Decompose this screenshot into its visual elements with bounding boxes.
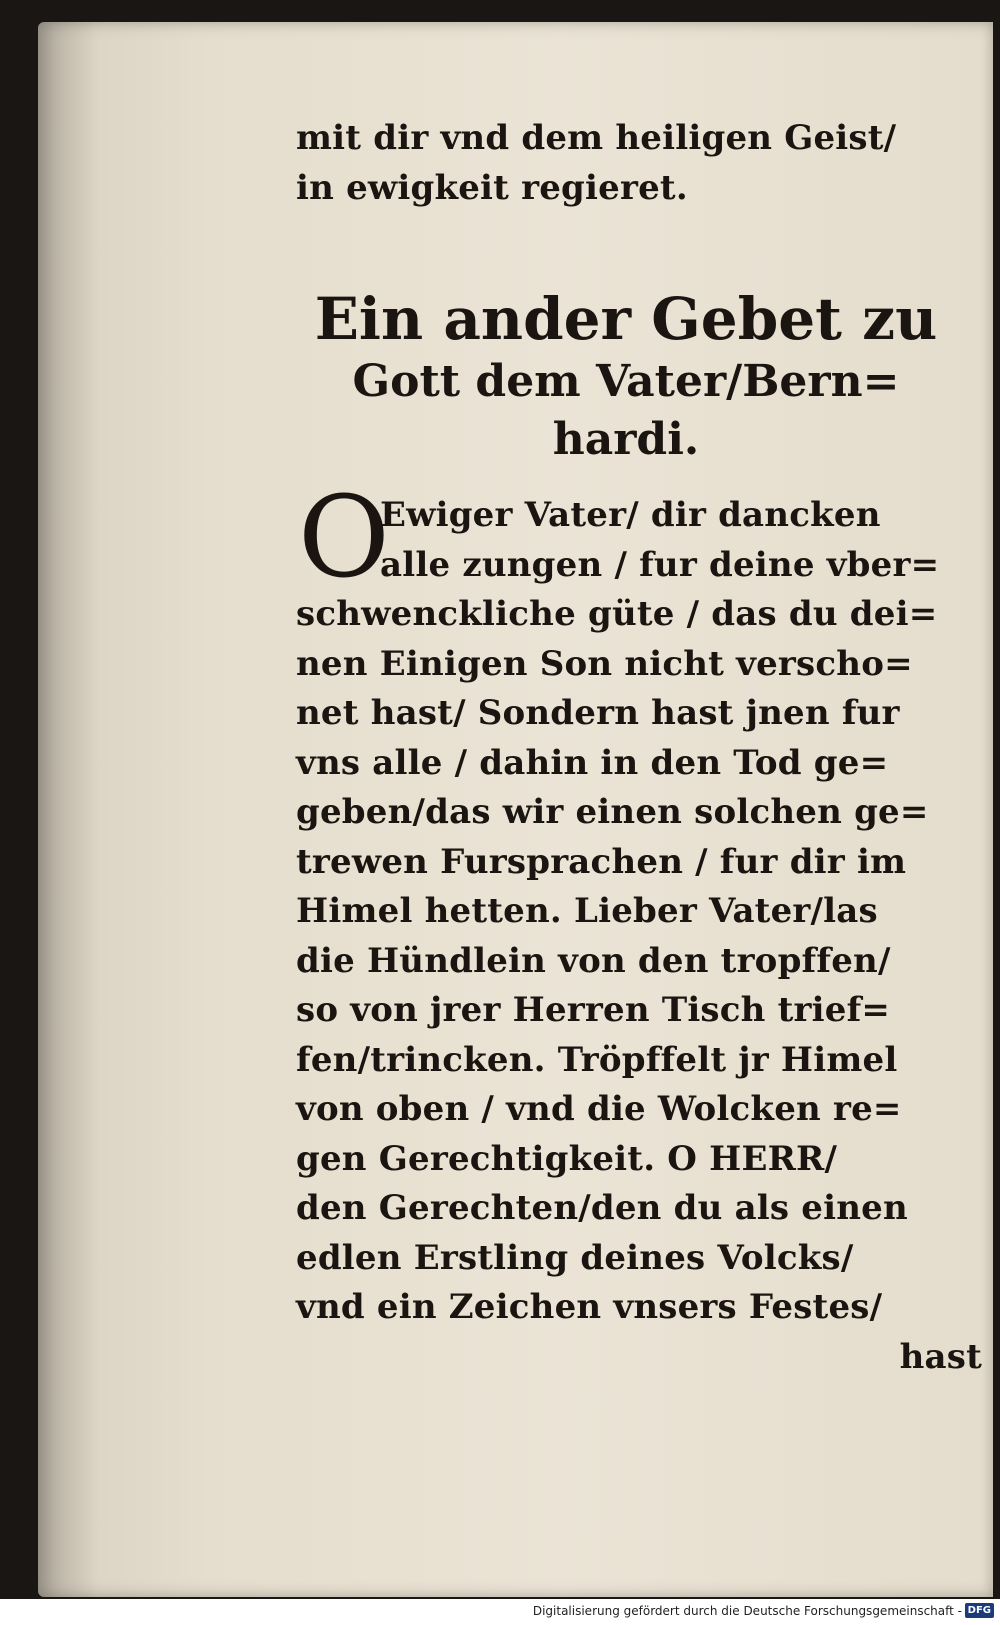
text-line: vnd ein Zeichen vnsers Festes/	[296, 1287, 883, 1327]
intro-lines	[296, 114, 986, 213]
text-line: geben/das wir einen solchen ge=	[296, 792, 929, 832]
catchword: hast	[899, 1336, 982, 1377]
footer-bar	[0, 1599, 1000, 1625]
text-line: schwenckliche güte / das du dei=	[296, 594, 938, 634]
book-page	[38, 22, 993, 1597]
text-line: net hast/ Sondern hast jnen fur	[296, 693, 900, 733]
text-line: alle zungen / fur deine vber=	[380, 544, 940, 585]
text-line: mit dir vnd dem heiligen Geist/	[296, 118, 897, 158]
page-gutter-shadow	[38, 22, 98, 1597]
prayer-body	[296, 473, 986, 1382]
text-line: trewen Fursprachen / fur dir im	[296, 841, 907, 882]
dfg-logo: DFG	[965, 1603, 994, 1618]
heading-line-3: hardi.	[552, 414, 700, 465]
text-line: in ewigkeit regieret.	[296, 167, 688, 208]
text-line: so von jrer Herren Tisch trief=	[296, 990, 891, 1030]
heading-line-2: Gott dem Vater/Bern=	[352, 356, 900, 407]
text-line: Ewiger Vater/ dir dancken	[380, 495, 881, 535]
text-block	[296, 114, 986, 1382]
drop-capital: O	[298, 473, 390, 603]
text-line: fen/trincken. Tröpffelt jr Himel	[296, 1039, 898, 1080]
text-line: gen Gerechtigkeit. O HERR/	[296, 1138, 838, 1179]
text-line: von oben / vnd die Wolcken re=	[296, 1089, 902, 1129]
text-line: edlen Erstling deines Volcks/	[296, 1237, 854, 1278]
footer-credit: Digitalisierung gefördert durch die Deutsche Forschungsgemeinschaft -	[532, 1604, 962, 1618]
text-line: den Gerechten/den du als einen	[296, 1188, 908, 1228]
text-line: vns alle / dahin in den Tod ge=	[296, 742, 889, 783]
heading-line-1: Ein ander Gebet zu	[314, 285, 938, 353]
text-line: nen Einigen Son nicht verscho=	[296, 643, 913, 684]
text-line: die Hündlein von den tropffen/	[296, 940, 891, 981]
section-heading	[296, 285, 956, 469]
text-line: Himel hetten. Lieber Vater/las	[296, 891, 878, 931]
